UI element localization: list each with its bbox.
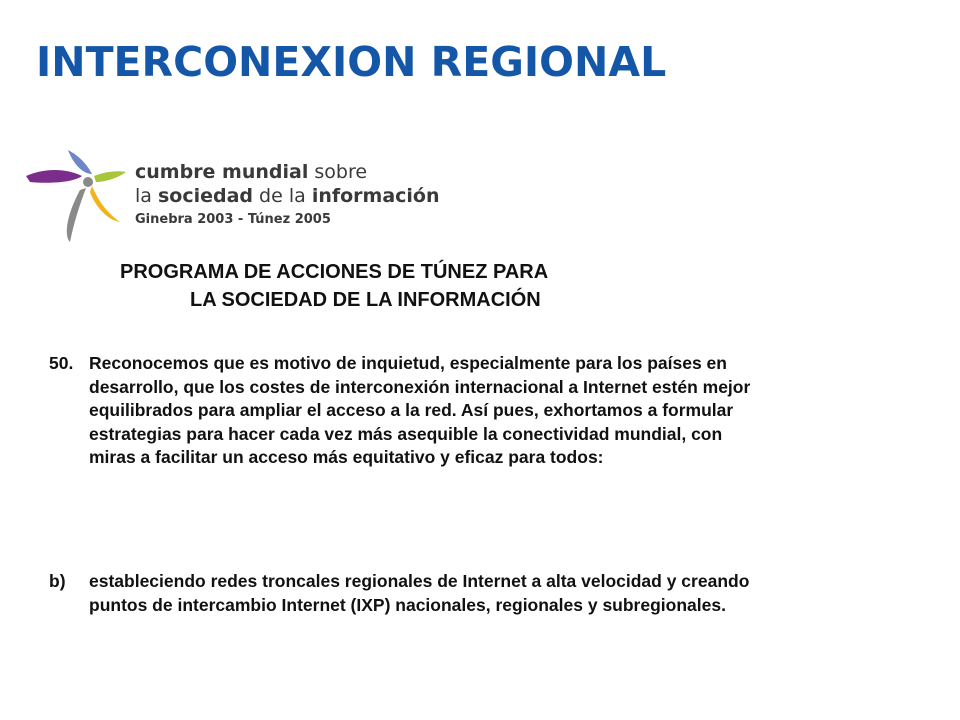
- logo-line-2-mid: de la: [253, 185, 312, 207]
- wsis-logo: [24, 146, 440, 246]
- logo-line-1-bold: cumbre mundial: [135, 161, 309, 183]
- logo-line-2-start: la: [135, 185, 158, 207]
- clause-text: Reconocemos que es motivo de inquietud, especialmente para los países en desarrollo, que los costes de interconexión internacional a Internet estén mejor equilibrados para ampliar el acceso a la red. Así pues, exhortamos a formular estrategias para hacer cada vez más asequible la conectividad mundial, con miras a facilitar un acceso más equitativo y eficaz para todos:: [89, 353, 751, 468]
- wsis-star-icon: [24, 146, 134, 246]
- logo-line-2-bold1: sociedad: [157, 185, 254, 207]
- logo-wordmark: [135, 160, 440, 230]
- slide-title: INTERCONEXION REGIONAL: [36, 38, 667, 86]
- logo-line-1-rest: sobre: [308, 161, 368, 183]
- logo-line-2-bold2: información: [311, 185, 440, 207]
- clause-number: 50.: [49, 353, 74, 373]
- clause-number: b): [49, 571, 66, 591]
- logo-line-2: [135, 184, 440, 208]
- clause-50: [49, 352, 769, 470]
- clause-text: estableciendo redes troncales regionales de Internet a alta velocidad y creando puntos de intercambio Internet (IXP) nacionales, regionales y subregionales.: [89, 571, 750, 615]
- program-heading: [120, 258, 740, 314]
- program-heading-line-2: LA SOCIEDAD DE LA INFORMACIÓN: [190, 289, 541, 311]
- clause-b: [49, 570, 769, 617]
- logo-line-3: Ginebra 2003 - Túnez 2005: [135, 212, 331, 227]
- logo-line-1: [135, 160, 440, 184]
- program-heading-line-1: PROGRAMA DE ACCIONES DE TÚNEZ PARA: [120, 261, 549, 283]
